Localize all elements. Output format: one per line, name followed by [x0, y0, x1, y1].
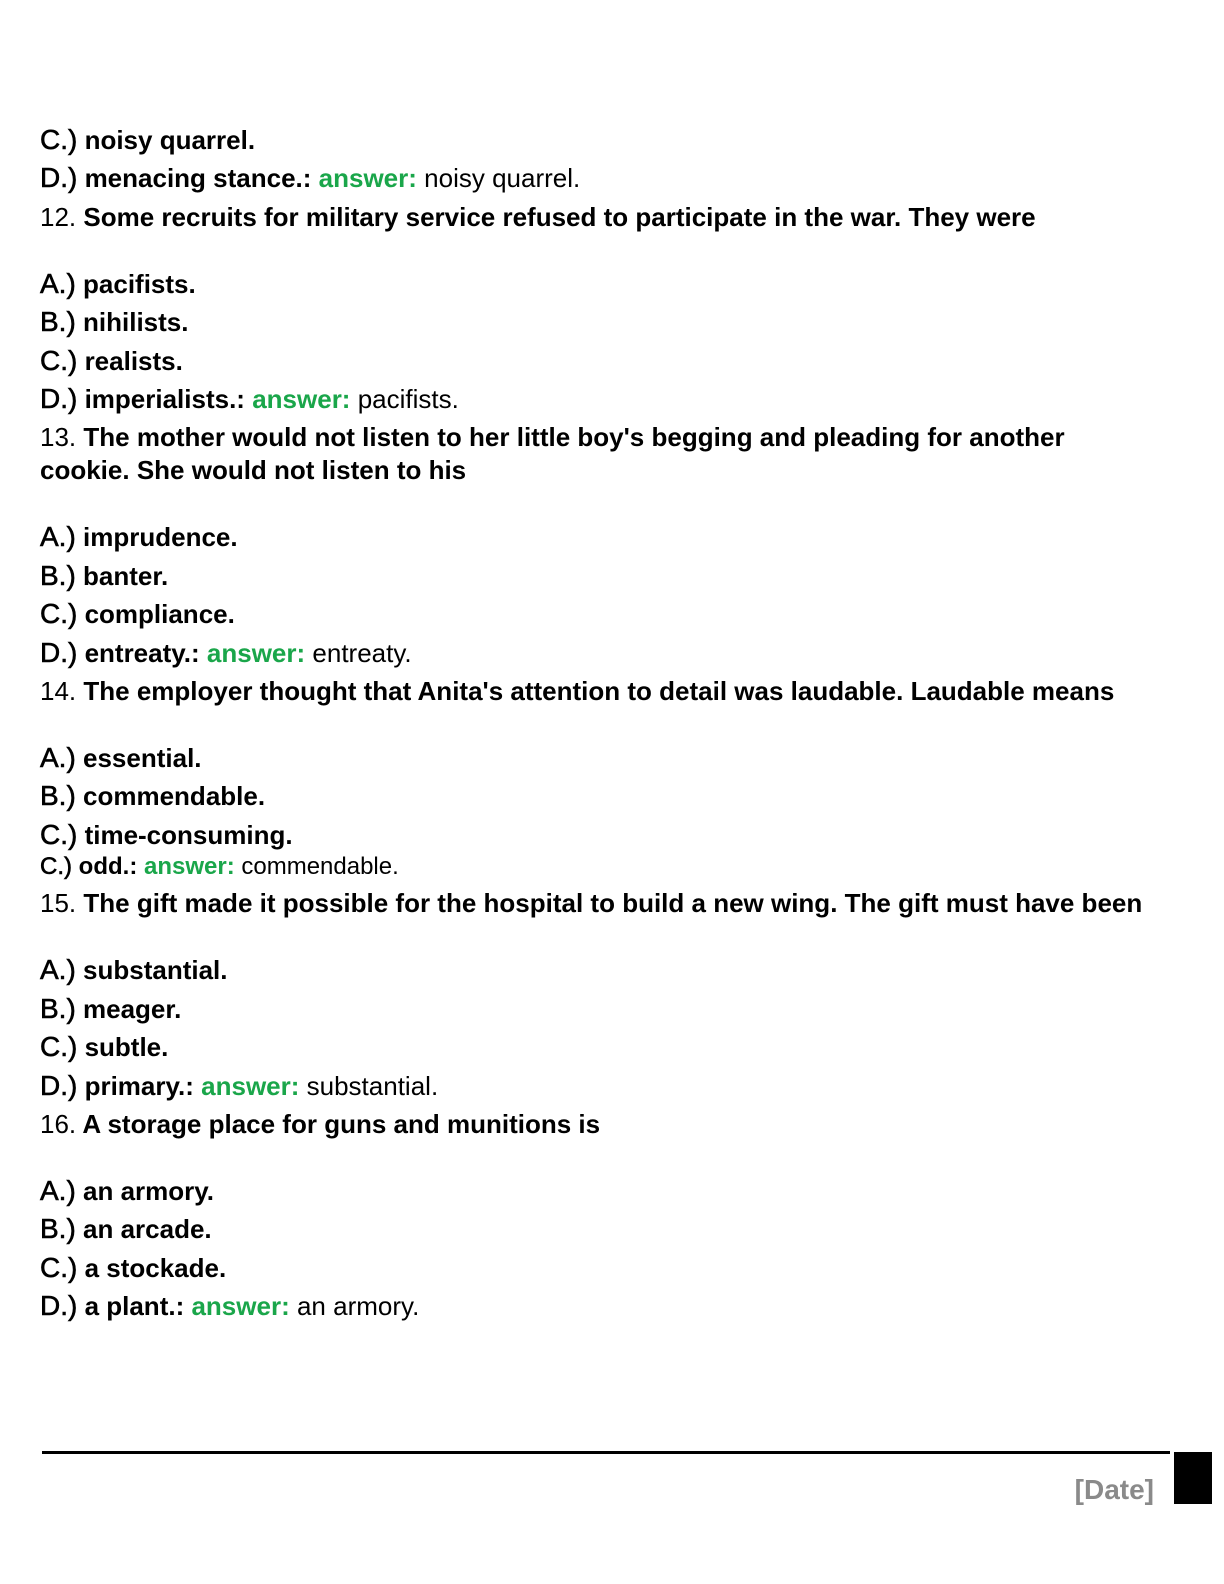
option-line — [40, 521, 1150, 553]
option-letter: A.) — [40, 1175, 76, 1207]
option-line — [40, 1031, 1150, 1063]
option-text: primary.: — [84, 1070, 194, 1101]
option-letter: D.) — [40, 382, 78, 414]
option-text: menacing stance.: — [84, 163, 312, 194]
option-text: a plant.: — [84, 1291, 185, 1322]
question-text: The mother would not listen to her little boy's begging and pleading for another cookie. She would not listen to his — [40, 422, 1065, 486]
option-letter: A.) — [40, 521, 76, 553]
option-letter: C.) — [40, 124, 78, 155]
option-letter: A.) — [40, 954, 76, 986]
option-letter: C.) — [40, 598, 78, 630]
option-letter: D.) — [40, 162, 78, 194]
footer-date: [Date] — [1074, 1474, 1154, 1505]
question-prompt — [40, 675, 1150, 708]
option-letter: C.) — [40, 853, 72, 881]
option-text: time-consuming. — [84, 819, 293, 850]
answer-value: entreaty. — [312, 637, 412, 668]
option-text: compliance. — [84, 599, 235, 630]
option-letter: A.) — [40, 267, 76, 299]
option-line — [40, 637, 1150, 669]
option-text: an armory. — [83, 1176, 215, 1207]
answer-label: answer: — [201, 1070, 300, 1101]
option-text: nihilists. — [83, 307, 189, 338]
option-letter: B.) — [40, 992, 76, 1024]
option-text: banter. — [83, 560, 169, 591]
option-letter: B.) — [40, 780, 76, 812]
answer-label: answer: — [143, 853, 235, 881]
option-line — [40, 780, 1150, 812]
question-prompt — [40, 421, 1150, 487]
question-number: 14. — [40, 675, 77, 706]
answer-label: answer: — [191, 1291, 290, 1322]
option-text: essential. — [83, 742, 202, 773]
question-prompt — [40, 201, 1150, 234]
option-letter: C.) — [40, 818, 78, 850]
option-text: substantial. — [83, 955, 228, 986]
question-number: 16. — [40, 1109, 77, 1140]
option-letter: C.) — [40, 1031, 78, 1063]
option-text: noisy quarrel. — [84, 125, 256, 155]
option-letter: B.) — [40, 1213, 76, 1245]
answer-value: pacifists. — [357, 383, 459, 414]
option-line — [40, 1213, 1150, 1245]
option-line — [40, 306, 1150, 338]
footer-rule — [42, 1451, 1170, 1454]
question-text: The gift made it possible for the hospital to build a new wing. The gift must have been — [83, 888, 1143, 919]
option-text: a stockade. — [84, 1252, 227, 1283]
option-line — [40, 598, 1150, 630]
question-text: The employer thought that Anita's attention to detail was laudable. Laudable means — [83, 675, 1115, 706]
option-letter: D.) — [40, 636, 78, 668]
option-letter: D.) — [40, 1290, 78, 1322]
option-text: entreaty.: — [84, 637, 200, 668]
option-line — [40, 560, 1150, 592]
answer-label: answer: — [318, 163, 417, 194]
footer-block — [1174, 1452, 1212, 1504]
option-line — [40, 162, 1150, 194]
option-line — [40, 268, 1150, 300]
option-letter: C.) — [40, 1251, 78, 1283]
document-body — [40, 124, 1150, 1329]
option-line — [40, 1070, 1150, 1102]
option-line — [40, 993, 1150, 1025]
option-line — [40, 1252, 1150, 1284]
option-text: subtle. — [84, 1032, 169, 1063]
question-number: 13. — [40, 422, 77, 453]
option-line — [40, 1175, 1150, 1207]
question-prompt — [40, 1108, 1150, 1141]
option-text: pacifists. — [83, 268, 196, 299]
question-text: A storage place for guns and munitions is — [82, 1109, 601, 1140]
option-text: odd.: — [78, 853, 138, 881]
option-text: an arcade. — [83, 1214, 212, 1245]
option-letter: A.) — [40, 741, 76, 773]
option-line — [40, 1290, 1150, 1322]
option-line — [40, 124, 1150, 156]
answer-value: substantial. — [306, 1070, 439, 1101]
answer-value: an armory. — [296, 1291, 420, 1322]
option-line — [40, 853, 1150, 881]
question-text: Some recruits for military service refused to participate in the war. They were — [83, 201, 1036, 232]
option-text: imprudence. — [83, 522, 238, 553]
option-letter: D.) — [40, 1069, 78, 1101]
answer-value: commendable. — [241, 853, 399, 881]
option-text: commendable. — [83, 781, 266, 812]
answer-label: answer: — [252, 383, 351, 414]
option-letter: B.) — [40, 559, 76, 591]
question-number: 12. — [40, 201, 77, 232]
option-letter: C.) — [40, 344, 78, 376]
option-line — [40, 742, 1150, 774]
option-letter: B.) — [40, 306, 76, 338]
answer-label: answer: — [206, 637, 306, 668]
option-text: meager. — [83, 993, 182, 1024]
question-prompt — [40, 887, 1150, 920]
answer-value: noisy quarrel. — [424, 163, 581, 194]
option-line — [40, 383, 1150, 415]
option-line — [40, 345, 1150, 377]
option-text: imperialists.: — [84, 383, 245, 414]
option-line — [40, 954, 1150, 986]
option-line — [40, 819, 1150, 851]
question-number: 15. — [40, 888, 77, 919]
option-text: realists. — [84, 345, 183, 376]
